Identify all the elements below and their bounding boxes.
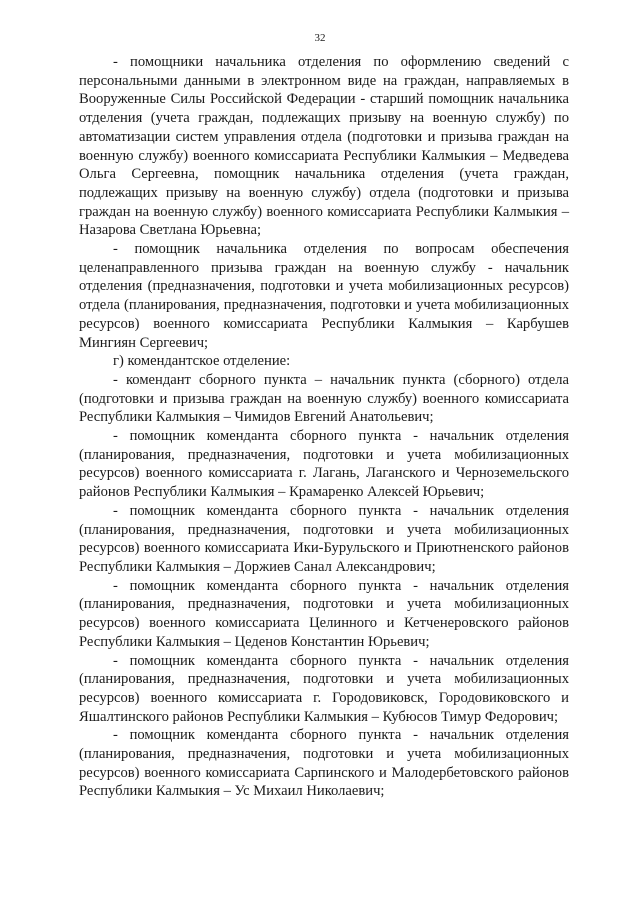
paragraph-7: - помощник коменданта сборного пункта - начальник отделения (планирования, предназначения, подготовки и учета мобилизационных ресурсов) военного комиссариата Целинного и Кетченеровского районов Республики Калмыкия – Цеденов Константин Юрьевич; — [79, 577, 569, 650]
paragraph-4: - комендант сборного пункта – начальник пункта (сборного) отдела (подготовки и призыва граждан на военную службу) военного комиссариата Республики Калмыкия – Чимидов Евгений Анатольевич; — [79, 371, 569, 426]
page-number: 32 — [314, 32, 326, 44]
paragraph-2: - помощник начальника отделения по вопросам обеспечения целенаправленного призыва граждан на военную службу - начальник отделения (предназначения, подготовки и учета мобилизационных ресурсов) отдела (планирования, предназначения, подготовки и учета мобилизационных ресурсов) военного комиссариата Республики Калмыкия – Карбушев Мингиян Сергеевич; — [79, 241, 569, 351]
paragraph-6: - помощник коменданта сборного пункта - начальник отделения (планирования, предназначения, подготовки и учета мобилизационных ресурсов) военного комиссариата Ики-Бурульского и Приютненского районов Республики Калмыкия – Доржиев Санал Александрович; — [79, 502, 569, 575]
paragraph-1: - помощники начальника отделения по оформлению сведений с персональными данными в электронном виде на граждан, направляемых в Вооруженные Силы Российской Федерации - старший помощник начальника отделения (учета граждан, подлежащих призыву на военную службу) по автоматизации систем управления отдела (подготовки и призыва граждан на военную службу) военного комиссариата Республики Калмыкия – Медведева Ольга Сергеевна, помощник начальника отделения (учета граждан, подлежащих призыву на военную службу) отдела (подготовки и призыва граждан на военную службу) военного комиссариата Республики Калмыкия – Назарова Светлана Юрьевна; — [79, 54, 569, 239]
paragraph-5: - помощник коменданта сборного пункта - начальник отделения (планирования, предназначения, подготовки и учета мобилизационных ресурсов) военного комиссариата г. Лагань, Лаганского и Черноземельского районов Республики Калмыкия – Крамаренко Алексей Юрьевич; — [79, 428, 569, 501]
paragraph-8: - помощник коменданта сборного пункта - начальник отделения (планирования, предназначения, подготовки и учета мобилизационных ресурсов) военного комиссариата г. Городовиковск, Городовиковского и Яшалтинского районов Республики Калмыкия – Кубюсов Тимур Федорович; — [79, 652, 569, 725]
paragraph-9: - помощник коменданта сборного пункта - начальник отделения (планирования, предназначения, подготовки и учета мобилизационных ресурсов) военного комиссариата Сарпинского и Малодербетовского районов Республики Калмыкия – Ус Михаил Николаевич; — [79, 727, 569, 800]
paragraph-3: г) комендантское отделение: — [113, 353, 291, 370]
document-body — [79, 53, 569, 801]
